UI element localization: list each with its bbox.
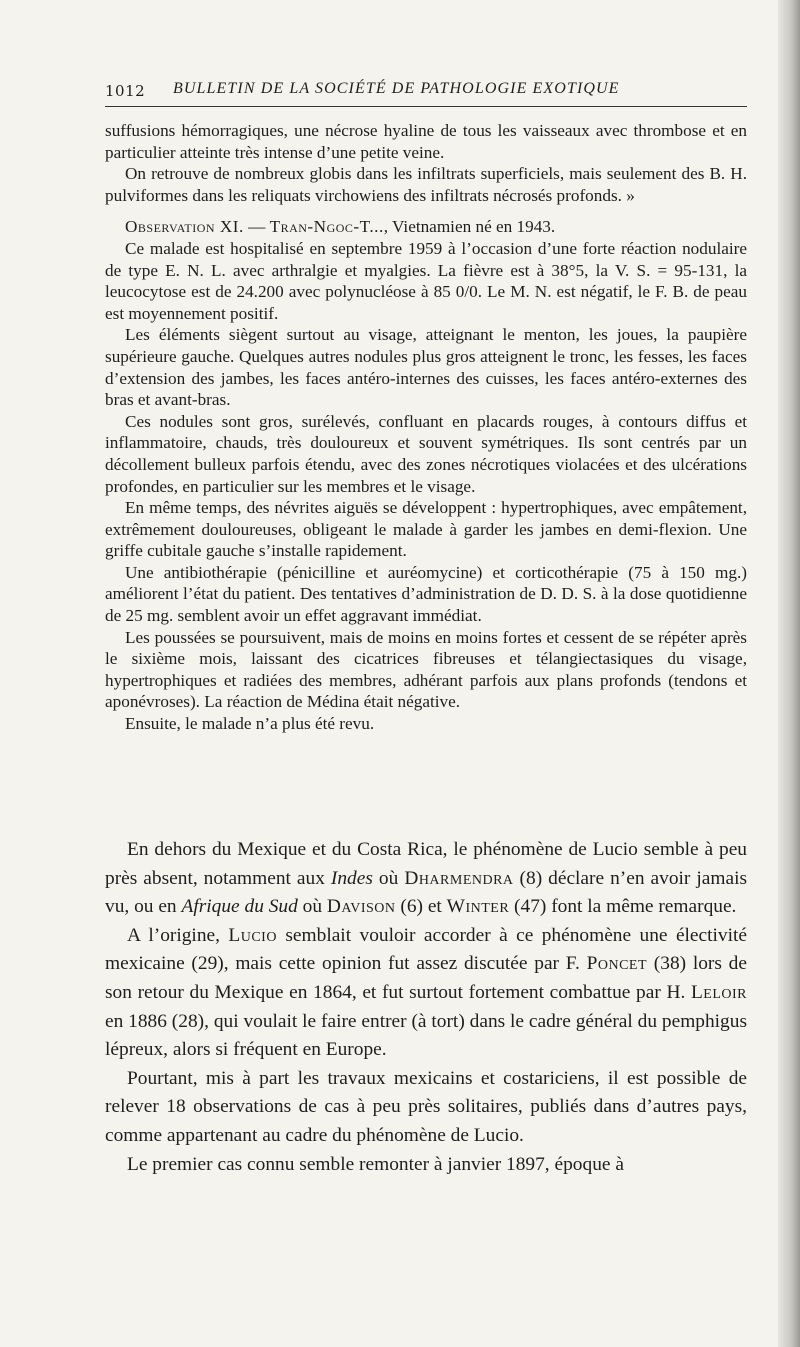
author-name: Davison xyxy=(326,896,396,918)
author-name: Winter xyxy=(446,896,510,918)
paragraph: Ce malade est hospitalisé en septembre 1959 à l’occasion d’une forte réaction nodulaire de type E. N. L. avec arthralgie et myalgies. La fièvre est à 38°5, la V. S. = 95-131, la leucocytose est de 24.200 avec polynucléose à 85 0/0. Le M. N. est négatif, le F. B. de peau est moyennement positif. xyxy=(105,238,747,323)
text-run: (6) et xyxy=(395,896,447,918)
paragraph: Les poussées se poursuivent, mais de moins en moins fortes et cessent de se répéter après le sixième mois, laissant des cicatrices fibreuses et télangiectasiques du visage, hypertrophiques et radiées des membres, adhérant parfois aux plans profonds (tendons et aponévroses). La réaction de Médina était négative. xyxy=(105,627,747,712)
page-edge-shadow xyxy=(778,0,800,1347)
patient-name: Tran-Ngoc-T... xyxy=(269,217,384,237)
paragraph xyxy=(105,922,747,1065)
observation-rest: , Vietnamien né en 1943. xyxy=(383,217,556,237)
text-run: où xyxy=(372,867,405,889)
paragraph: Les éléments siègent surtout au visage, atteignant le menton, les joues, la paupière supérieure gauche. Quelques autres nodules plus gros atteignent le tronc, les fesses, les faces d’extension des jambes, les faces antéro-internes des cuisses, les faces antéro-externes des bras et avant-bras. xyxy=(105,325,747,410)
journal-title: BULLETIN DE LA SOCIÉTÉ DE PATHOLOGIE EXOTIQUE xyxy=(173,80,620,97)
text-run: (38) lors de son retour du Mexique en 1864, et fut surtout fortement combattue par H. xyxy=(105,953,747,1003)
paragraph: On retrouve de nombreux globis dans les infiltrats superficiels, mais seulement des B. H. pulviformes dans les reliquats virchowiens des infiltrats nécrosés profonds. » xyxy=(105,164,747,205)
paragraph: Pourtant, mis à part les travaux mexicains et costariciens, il est possible de relever 18 observations de cas à peu près solitaires, publiés dans d’autres pays, comme appartenant au cadre du phénomène de Lucio. xyxy=(105,1067,747,1146)
text-run: semblait vouloir accorder à ce phénomène une électivité mexicaine (29), mais cette opinion fut assez discutée par F. xyxy=(105,924,747,975)
main-text-block xyxy=(105,836,747,1179)
paragraph: Une antibiothérapie (pénicilline et auréomycine) et corticothérapie (75 à 150 mg.) améliorent l’état du patient. Des tentatives d’administration de D. D. S. à la dose quotidienne de 25 mg. semblent avoir un effet aggravant immédiat. xyxy=(105,562,747,626)
paragraph: En même temps, des névrites aiguës se développent : hypertrophiques, avec empâtement, extrêmement douloureuses, obligeant le malade à garder les jambes en demi-flexion. Une griffe cubitale gauche s’installe rapidement. xyxy=(105,498,747,561)
running-header xyxy=(105,78,747,104)
observation-label: Observation XI. xyxy=(125,217,244,237)
author-name: Leloir xyxy=(690,981,747,1003)
paragraph: Ensuite, le malade n’a plus été revu. xyxy=(125,714,375,734)
text-run: (8) déclare n’en avoir jamais vu, ou en xyxy=(105,867,747,918)
text-run: A l’origine, xyxy=(127,924,229,946)
page-number: 1012 xyxy=(105,82,146,100)
author-name: Lucio xyxy=(228,924,277,946)
paragraph: Le premier cas connu semble remonter à janvier 1897, époque à xyxy=(127,1153,624,1175)
observation-dash: — xyxy=(243,217,270,237)
paragraph: suffusions hémorragiques, une nécrose hyaline de tous les vaisseaux avec thrombose et en particulier atteinte très intense d’une petite veine. xyxy=(105,121,747,162)
place-name: Indes xyxy=(330,867,373,889)
place-name: Afrique du Sud xyxy=(181,896,298,918)
small-text-block xyxy=(105,120,747,735)
text-run: (47) font la même remarque. xyxy=(509,896,737,918)
observation-heading xyxy=(105,216,747,238)
author-name: Poncet xyxy=(586,953,648,975)
paragraph: Ces nodules sont gros, surélevés, confluant en placards rouges, à contours diffus et inflammatoire, chauds, très douloureux et souvent symétriques. Ils sont centrés par un décollement bulleux parfois étendu, avec des zones nécrotiques violacées et des ulcérations profondes, en particulier sur les membres et le visage. xyxy=(105,411,747,496)
header-rule xyxy=(105,106,747,107)
text-run: En dehors du Mexique et du Costa Rica, le phénomène de Lucio semble à peu près absent, notamment aux xyxy=(105,839,747,889)
paragraph xyxy=(105,836,747,922)
text-run: en 1886 (28), qui voulait le faire entrer (à tort) dans le cadre général du pemphigus lépreux, alors si fréquent en Europe. xyxy=(105,1010,747,1061)
text-run: où xyxy=(297,896,327,918)
author-name: Dharmendra xyxy=(404,867,514,889)
